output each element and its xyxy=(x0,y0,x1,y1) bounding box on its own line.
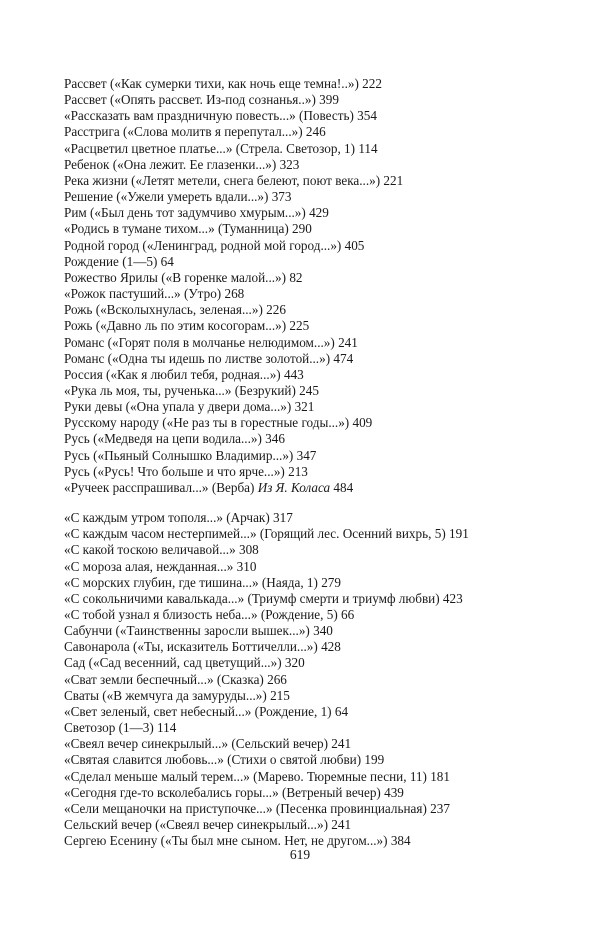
index-entry: Сергею Есенину («Ты был мне сыном. Нет, не другом...») 384 xyxy=(64,833,411,849)
index-entry: «С тобой узнал я близость неба...» (Рождение, 5) 66 xyxy=(64,607,355,622)
entry-author-note: Из Я. Коласа xyxy=(257,479,331,495)
index-entry: Сабунчи («Таинственны заросли вышек...») 340 xyxy=(64,623,333,639)
index-entry: Родной город («Ленинград, родной мой город...») 405 xyxy=(64,237,365,253)
index-entry: «Свет зеленый, свет небесный...» (Рождение, 1) 64 xyxy=(64,703,349,719)
index-entry: «С какой тоскою величавой...» 308 xyxy=(64,542,259,558)
index-entry: «С каждым часом нестерпимей...» (Горящий лес. Осенний вихрь, 5) 191 xyxy=(64,526,469,542)
index-entry: Романс («Горят поля в молчанье нелюдимом...») 241 xyxy=(64,334,358,350)
index-entry: «Сделал меньше малый терем...» (Марево. Тюремные песни, 11) 181 xyxy=(64,768,450,784)
index-entry: «Рассказать вам праздничную повесть...» (Повесть) 354 xyxy=(64,108,377,124)
index-entry: «Родись в тумане тихом...» (Туманница) 290 xyxy=(64,221,312,237)
index-entry: «С сокольничими кавалькада...» (Триумф смерти и триумф любви) 423 xyxy=(64,590,463,606)
index-entry: Рождение (1—5) 64 xyxy=(64,253,174,269)
index-entry: Рожество Ярилы («В горенке малой...») 82 xyxy=(64,269,303,285)
index-entry: Река жизни («Летят метели, снега белеют, поют века...») 221 xyxy=(64,172,404,188)
index-entry: Рожь («Всколыхнулась, зеленая...») 226 xyxy=(64,302,286,318)
index-entry: «Святая славится любовь...» (Стихи о святой любви) 199 xyxy=(64,752,385,768)
index-entry: Романс («Одна ты идешь по листве золотой...») 474 xyxy=(64,350,354,366)
index-entry: «Расцветил цветное платье...» (Стрела. Светозор, 1) 114 xyxy=(64,140,378,156)
section-gap xyxy=(64,496,538,510)
index-entry: Рожь («Давно ль по этим косогорам...») 225 xyxy=(64,318,310,334)
index-entry: Сельский вечер («Свеял вечер синекрылый...») 241 xyxy=(64,817,352,833)
index-entry: Сваты («В жемчуга да замуруды...») 215 xyxy=(64,687,290,703)
index-entry: Рим («Был день тот задумчиво хмурым...») 429 xyxy=(64,205,329,221)
index-entry: Русскому народу («Не раз ты в горестные годы...») 409 xyxy=(64,415,373,431)
index-entry: «Сват земли беспечный...» (Сказка) 266 xyxy=(64,671,287,687)
index-page xyxy=(64,76,538,849)
index-entry: Савонарола («Ты, исказитель Боттичелли...») 428 xyxy=(64,639,341,655)
index-entry: «С каждым утром тополя...» (Арчак) 317 xyxy=(64,510,293,526)
page-number: 619 xyxy=(289,847,311,862)
index-entry: Русь («Пьяный Солнышко Владимир...») 347 xyxy=(64,447,317,463)
index-entry: Русь («Медведя на цепи водила...») 346 xyxy=(64,431,285,447)
entry-text: «Ручеек расспрашивал...» (Верба) xyxy=(64,479,258,495)
index-entry: «С морских глубин, где тишина...» (Наяда, 1) 279 xyxy=(64,574,341,590)
index-entry: «Рожок пастуший...» (Утро) 268 xyxy=(64,286,245,302)
index-entry xyxy=(64,480,538,496)
entry-page: 484 xyxy=(330,479,354,495)
index-entry: Решение («Ужели умереть вдали...») 373 xyxy=(64,189,292,205)
index-entry: Руки девы («Она упала у двери дома...») 321 xyxy=(64,399,315,415)
index-list-s xyxy=(64,510,538,849)
index-entry: Ребенок («Она лежит. Ее глазенки...») 323 xyxy=(64,156,300,172)
index-list-r xyxy=(64,76,538,480)
index-entry: Рассвет («Как сумерки тихи, как ночь еще темна!..») 222 xyxy=(64,76,382,91)
index-entry: «Сегодня где-то всколебались горы...» (Ветреный вечер) 439 xyxy=(64,784,404,800)
index-entry: Сад («Сад весенний, сад цветущий...») 320 xyxy=(64,655,305,671)
index-entry: «Свеял вечер синекрылый...» (Сельский вечер) 241 xyxy=(64,736,352,752)
index-entry: Русь («Русь! Что больше и что ярче...») 213 xyxy=(64,463,308,479)
index-entry: Рассвет («Опять рассвет. Из-под сознанья..») 399 xyxy=(64,92,339,108)
index-entry: Светозор (1—3) 114 xyxy=(64,720,177,736)
index-entry: Россия («Как я любил тебя, родная...») 443 xyxy=(64,366,304,382)
index-entry: «Сели мещаночки на приступочке...» (Песенка провинциальная) 237 xyxy=(64,800,450,816)
index-entry: «С мороза алая, нежданная...» 310 xyxy=(64,558,257,574)
index-entry: «Рука ль моя, ты, рученька...» (Безрукий) 245 xyxy=(64,382,319,398)
index-entry: Расстрига («Слова молитв я перепутал...») 246 xyxy=(64,124,326,140)
